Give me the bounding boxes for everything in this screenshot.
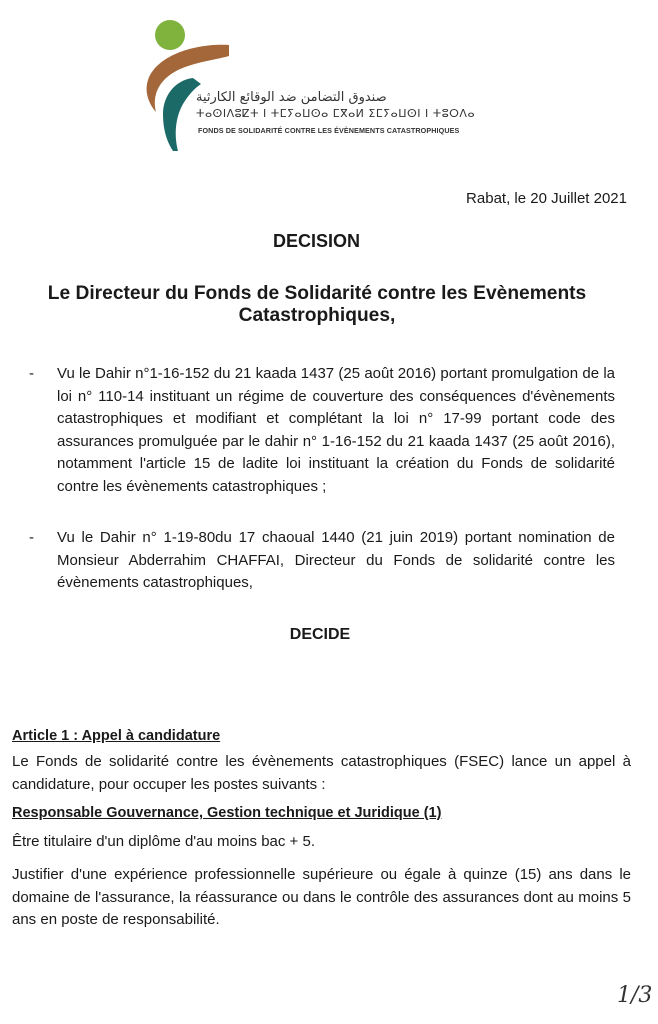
consideration-item xyxy=(29,527,615,595)
bullet-dash: - xyxy=(29,365,34,382)
article-1-intro: Le Fonds de solidarité contre les évènements catastrophiques (FSEC) lance un appel à candidature, pour occuper les postes suivants : xyxy=(12,753,631,793)
post-title: Responsable Gouvernance, Gestion technique et Juridique (1) xyxy=(12,805,442,821)
org-name-french: FONDS DE SOLIDARITÉ CONTRE LES ÉVÈNEMENTS CATASTROPHIQUES xyxy=(198,126,460,135)
director-line-2: Catastrophiques, xyxy=(238,305,396,326)
consideration-item xyxy=(29,363,615,498)
org-name-arabic: صندوق التضامن ضد الوقائع الكارثية xyxy=(196,90,387,105)
consideration-text: Vu le Dahir n° 1-19-80du 17 chaoual 1440 (21 juin 2019) portant nomination de Monsieur Abderrahim CHAFFAI, Directeur du Fonds de solidarité contre les évènements catastrophiques, xyxy=(57,529,615,591)
consideration-text: Vu le Dahir n°1-16-152 du 21 kaada 1437 (25 août 2016) portant promulgation de la loi n° 110-14 instituant un régime de couverture des conséquences d'évènements catastrophiques et modifiant et complétant la loi n° 17-99 portant code des assurances promulguée par le dahir n° 1-16-152 du 21 kaada 1437 (25 août 2016), notamment l'article 15 de ladite loi instituant la création du Fonds de solidarité contre les évènements catastrophiques ; xyxy=(57,365,615,495)
document-title: DECISION xyxy=(272,231,360,251)
page-number: 1/3 xyxy=(617,983,653,1008)
requirement-diploma: Être titulaire d'un diplôme d'au moins bac + 5. xyxy=(12,833,315,850)
document-date: Rabat, le 20 Juillet 2021 xyxy=(466,190,627,207)
requirement-experience: Justifier d'une expérience professionnelle supérieure ou égale à quinze (15) ans dans le domaine de l'assurance, la réassurance ou dans le contrôle des assurances dont au moins 5 ans en poste de responsabilité. xyxy=(12,866,631,928)
director-heading xyxy=(0,283,634,327)
org-name-tifinagh: ⵜⴰⵙⵏⴷⵓⵇⵜ ⵏ ⵜⵎⵢⴰⵡⵙⴰ ⵎⴳⴰⵍ ⵉⵎⵢⴰⵡⵙⵏ ⵏ ⵜⵓⵔⴷⴰ xyxy=(196,107,476,120)
article-1-title: Article 1 : Appel à candidature xyxy=(12,728,221,744)
logo-green-dot xyxy=(155,20,185,50)
director-line-1: Le Directeur du Fonds de Solidarité contre les Evènements xyxy=(47,283,587,304)
decide-heading: DECIDE xyxy=(289,626,351,643)
bullet-dash: - xyxy=(29,529,34,546)
